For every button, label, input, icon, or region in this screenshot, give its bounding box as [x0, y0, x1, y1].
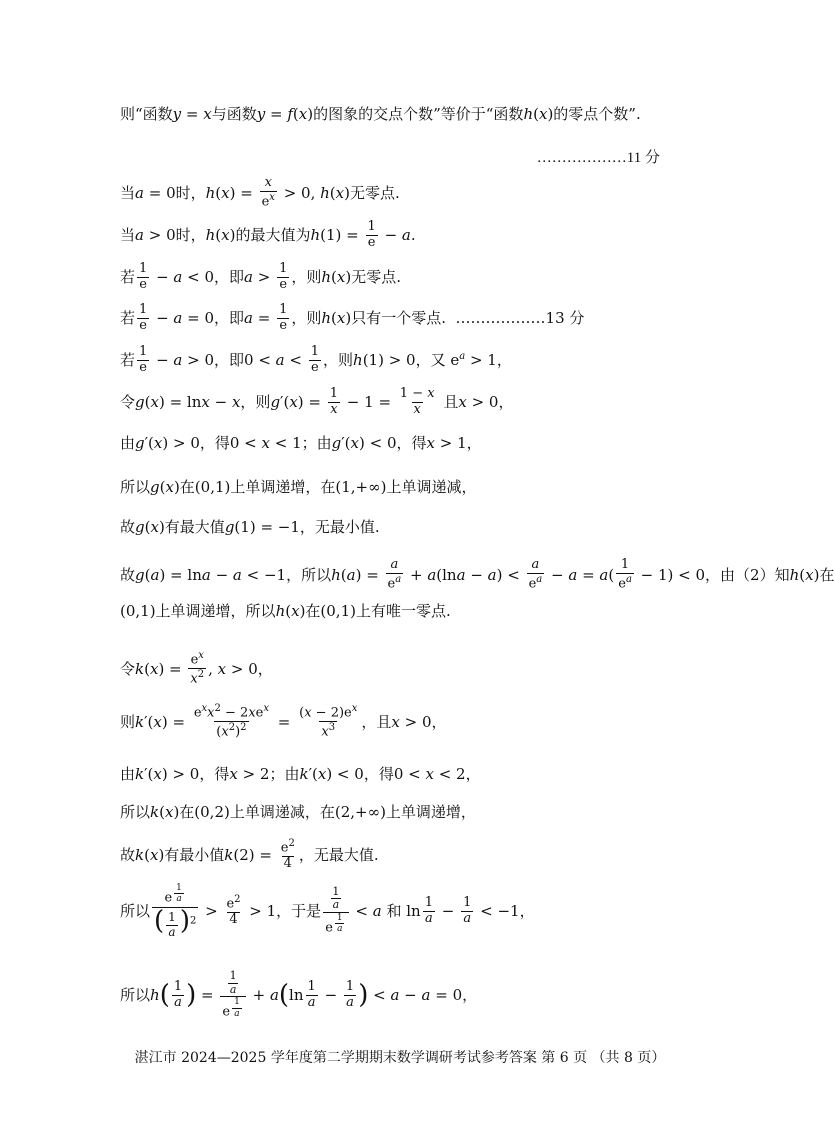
solution-line-14: 则 k ′( x ) = $e^xx^2 - 2xe^x$ $(x^2)^2$ = $\frac{(x - 2)e^x}{x^3}$ ，且 x > 0，: [120, 703, 447, 740]
page-footer: 湛江市 2024—2025 学年度第二学期期末数学调研考试参考答案 第 6 页 （共 8 页）: [134, 1050, 666, 1066]
score-mark-13: ………………13 分: [455, 309, 585, 328]
solution-line-16: 所以 k ( x )在(0,2)上单调递减，在(2,+∞)上单调递增，: [120, 803, 476, 821]
solution-line-6: 若 1 e − a > 0，即0 < a < 1 e ，则 h (1) > 0，又 $e^a > 1$，: [120, 344, 512, 375]
solution-line-19: 所以 h ( 1 a ) = $\frac{1}{a}$ e $^{\frac{1}{a}}$ + a ( ln 1 a − $\frac{1}{a}$ ) < a − a = 0，: [120, 969, 478, 1020]
solution-line-11: 故 g ( a ) = ln a − a < −1，所以 h ( a ) = $\frac{a}{e^a}$ + a (ln a − a ) < a $e^a$ − a = a ( 1 $e^a$ − 1) < 0，由（2）知 h ( x )在: [120, 557, 834, 592]
solution-line-18: 所以 e $^{\frac{1}{a}}$ ( $\frac{1}{a}$ )$^2$ > $e^2$ 4 > 1，于是 $\frac{1}{a}$ e $^{\frac{1}{a}}$ < a 和 ln 1 a − $\frac{1}{a}$ < −1，: [120, 883, 535, 939]
solution-line-3: 当 a > 0时， h ( x )的最大值为 h (1) = $\frac{1}{e}$ − a .: [120, 219, 416, 250]
solution-line-2: 当 a = 0时， h ( x ) = $\frac{x}{e^x}$ > 0, h ( x )无零点.: [120, 175, 400, 210]
solution-line-12: (0,1)上单调递增，所以 h ( x )在(0,1)上有唯一零点.: [120, 602, 451, 620]
solution-line-9: 所以 g ( x )在(0,1)上单调递增，在(1,+∞)上单调递减，: [120, 478, 477, 496]
solution-line-17: 故 k ( x )有最小值 k (2) = $\frac{e^2}{4}$ ，无最大值.: [120, 838, 379, 872]
solution-line-8: 由 g ′( x ) > 0，得0 < x < 1；由 g ′( x ) < 0，得 x > 1，: [120, 434, 482, 452]
solution-line-10: 故 g ( x )有最大值 g (1) = −1，无最小值.: [120, 518, 380, 536]
solution-line-1: 则“函数 y = x 与函数 y = f ( x )的图象的交点个数”等价于“函数 h ( x )的零点个数”.: [120, 105, 641, 123]
solution-line-4: 若 1 e − a < 0，即 a > 1 e ，则 h ( x )无零点.: [120, 261, 401, 292]
solution-line-5: 若 1 e − a = 0，即 a = $\frac{1}{e}$ ，则 h ( x )只有一个零点. ………………13 分: [120, 302, 585, 333]
score-mark-11: ………………11 分: [536, 150, 660, 166]
solution-line-13: 令 k ( x ) = $\frac{e^x}{x^2}$ , x > 0，: [120, 650, 273, 687]
solution-line-7: 令 g ( x ) = ln x − x ，则 g ′( x ) = $\frac{1}{x}$ − 1 = $\frac{1 - x}{x}$ 且 x > 0，: [120, 386, 514, 417]
solution-line-15: 由 k ′( x ) > 0，得 x > 2；由 k ′( x ) < 0，得0 < x < 2，: [120, 765, 481, 783]
